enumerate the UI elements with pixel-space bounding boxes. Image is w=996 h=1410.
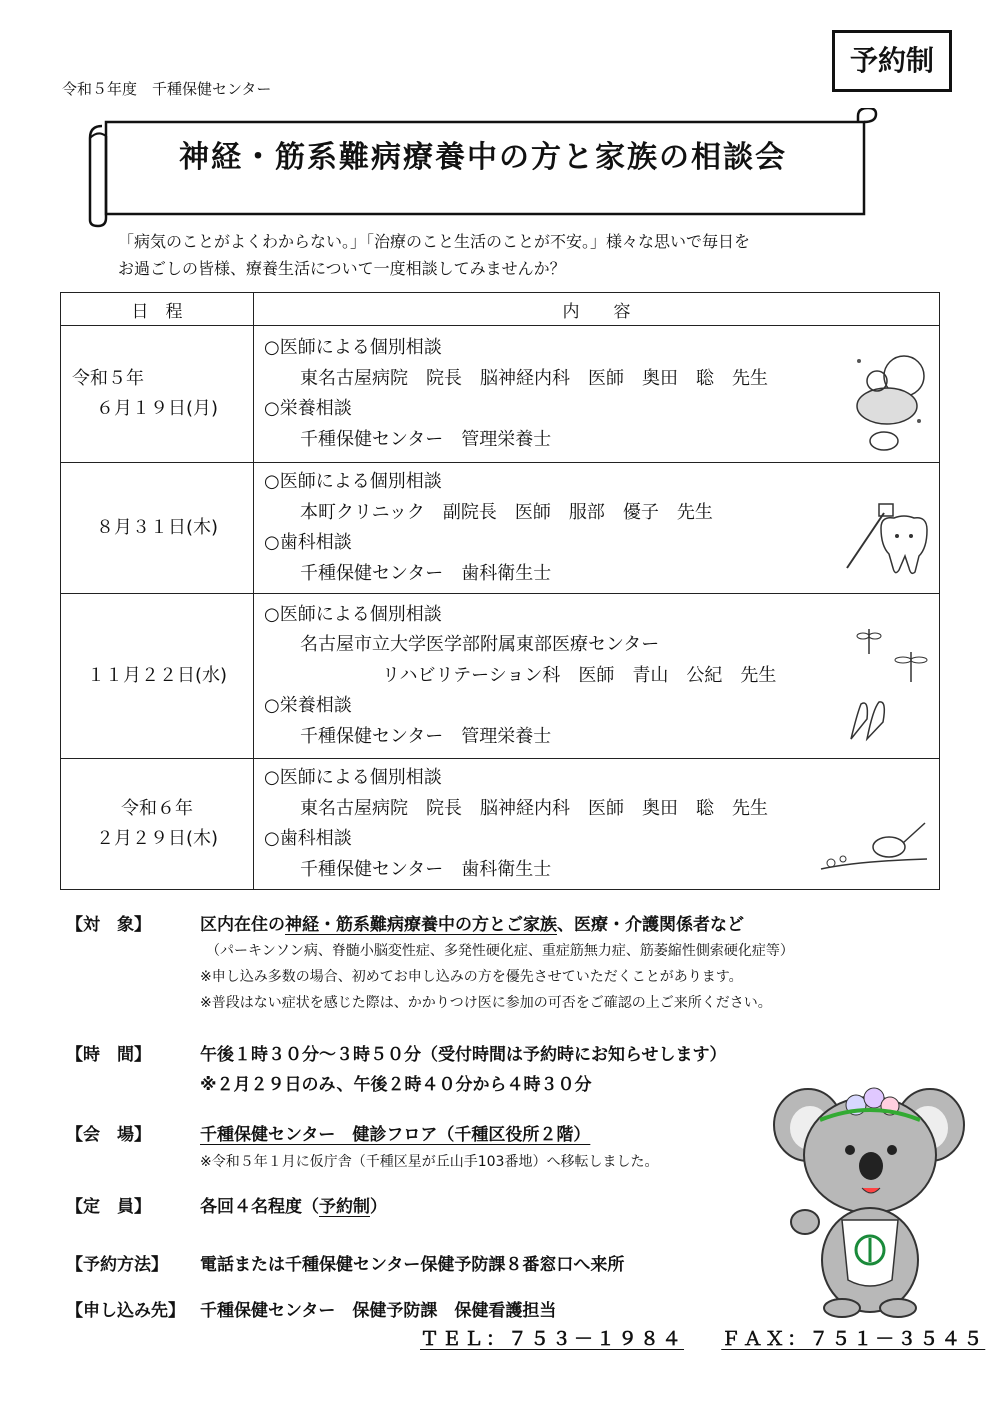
consult-heading: ○医師による個別相談 xyxy=(264,603,442,625)
consult-detail: 本町クリニック 副院長 医師 服部 優子 先生 xyxy=(300,501,713,523)
table-row xyxy=(61,326,940,463)
date-cell xyxy=(61,759,254,890)
time-label: 【時 間】 xyxy=(66,1045,151,1065)
bird-branch-illustration xyxy=(819,819,929,879)
time-exception: ※２月２９日のみ、午後２時４０分から４時３０分 xyxy=(200,1075,592,1095)
date-cell xyxy=(61,463,254,594)
consult-detail: 千種保健センター 管理栄養士 xyxy=(300,725,552,747)
intro-line-2: お過ごしの皆様、療養生活について一度相談してみませんか？ xyxy=(118,259,566,278)
target-note-diseases: （パーキンソン病、脊髄小脳変性症、多発性硬化症、重症筋無力症、筋萎縮性側索硬化症等） xyxy=(206,943,794,959)
consult-detail: リハビリテーション科 医師 青山 公紀 先生 xyxy=(382,664,777,686)
time-text: 午後１時３０分～３時５０分（受付時間は予約時にお知らせします） xyxy=(200,1045,727,1065)
snail-hydrangea-illustration xyxy=(849,346,929,456)
table-row xyxy=(61,463,940,594)
table-header-row xyxy=(61,293,940,326)
apply-label: 【申し込み先】 xyxy=(66,1301,185,1321)
intro-line-1: 「病気のことがよくわからない。」「治療のこと生活のことが不安。」様々な思いで毎日を xyxy=(118,232,751,251)
consult-heading: ○歯科相談 xyxy=(264,532,352,553)
header-date: 日 程 xyxy=(61,293,254,326)
date-day: １１月２２日(水) xyxy=(86,665,228,686)
target-post: 、医療・介護関係者など xyxy=(557,915,744,935)
date-day: ８月３１日(木) xyxy=(95,517,219,538)
dragonfly-plant-illustration xyxy=(839,624,929,744)
fax-number: ＦＡＸ：７５１－３５４５ xyxy=(721,1328,986,1350)
consult-heading: ○歯科相談 xyxy=(264,828,352,849)
reservation-badge: 予約制 xyxy=(832,30,952,92)
table-row xyxy=(61,594,940,759)
target-text xyxy=(200,910,744,935)
date-era: 令和６年 xyxy=(121,798,193,819)
contact-line xyxy=(420,1324,985,1351)
consult-detail: 東名古屋病院 院長 脳神経内科 医師 奥田 聡 先生 xyxy=(300,797,768,819)
consult-detail: 千種保健センター 歯科衛生士 xyxy=(300,562,552,584)
content-cell xyxy=(254,463,940,594)
header-content: 内 容 xyxy=(254,293,940,326)
target-note-symptoms: ※普段はない症状を感じた際は、かかりつけ医に参加の可否をご確認の上ご来所ください。 xyxy=(200,995,772,1011)
intro-text xyxy=(118,228,750,282)
consult-heading: ○栄養相談 xyxy=(264,398,352,419)
consult-heading: ○医師による個別相談 xyxy=(264,767,442,788)
date-cell xyxy=(61,594,254,759)
consult-detail: 名古屋市立大学医学部附属東部医療センター xyxy=(300,634,660,656)
venue-label: 【会 場】 xyxy=(66,1125,151,1145)
consult-heading: ○医師による個別相談 xyxy=(264,471,442,492)
target-label: 【対 象】 xyxy=(66,915,151,935)
tooth-toothbrush-illustration xyxy=(839,498,929,578)
content-cell xyxy=(254,326,940,463)
consult-detail: 東名古屋病院 院長 脳神経内科 医師 奥田 聡 先生 xyxy=(300,367,768,389)
koala-mascot-illustration xyxy=(770,1070,970,1320)
method-label: 【予約方法】 xyxy=(66,1255,168,1275)
tel-number: ＴＥＬ：７５３－１９８４ xyxy=(420,1328,685,1350)
date-cell xyxy=(61,326,254,463)
consult-heading: ○医師による個別相談 xyxy=(264,337,442,358)
capacity-pre: 各回４名程度（ xyxy=(200,1197,319,1217)
content-cell xyxy=(254,759,940,890)
page-title: 神経・筋系難病療養中の方と家族の相談会 xyxy=(179,140,787,175)
apply-text: 千種保健センター 保健予防課 保健看護担当 xyxy=(200,1301,557,1321)
date-day: ６月１９日(月) xyxy=(95,398,219,419)
method-text: 電話または千種保健センター保健予防課８番窓口へ来所 xyxy=(200,1255,625,1275)
date-era: 令和５年 xyxy=(72,368,144,389)
target-pre: 区内在住の xyxy=(200,915,285,935)
header-org: 令和５年度 千種保健センター xyxy=(62,80,272,98)
date-day: ２月２９日(木) xyxy=(95,828,219,849)
table-row xyxy=(61,759,940,890)
content-cell xyxy=(254,594,940,759)
capacity-text xyxy=(200,1192,387,1217)
capacity-post: ） xyxy=(370,1197,387,1217)
target-note-priority: ※申し込み多数の場合、初めてお申し込みの方を優先させていただくことがあります。 xyxy=(200,969,743,985)
consult-heading: ○栄養相談 xyxy=(264,695,352,717)
capacity-highlight: 予約制 xyxy=(319,1197,370,1217)
consult-detail: 千種保健センター 管理栄養士 xyxy=(300,428,552,450)
capacity-label: 【定 員】 xyxy=(66,1197,151,1217)
target-highlight: 神経・筋系難病療養中の方とご家族 xyxy=(285,915,557,935)
venue-text: 千種保健センター 健診フロア（千種区役所２階） xyxy=(200,1125,591,1145)
consult-detail: 千種保健センター 歯科衛生士 xyxy=(300,858,552,880)
schedule-table xyxy=(60,292,940,890)
venue-note: ※令和５年１月に仮庁舎（千種区星が丘山手103番地）へ移転しました。 xyxy=(200,1154,659,1170)
